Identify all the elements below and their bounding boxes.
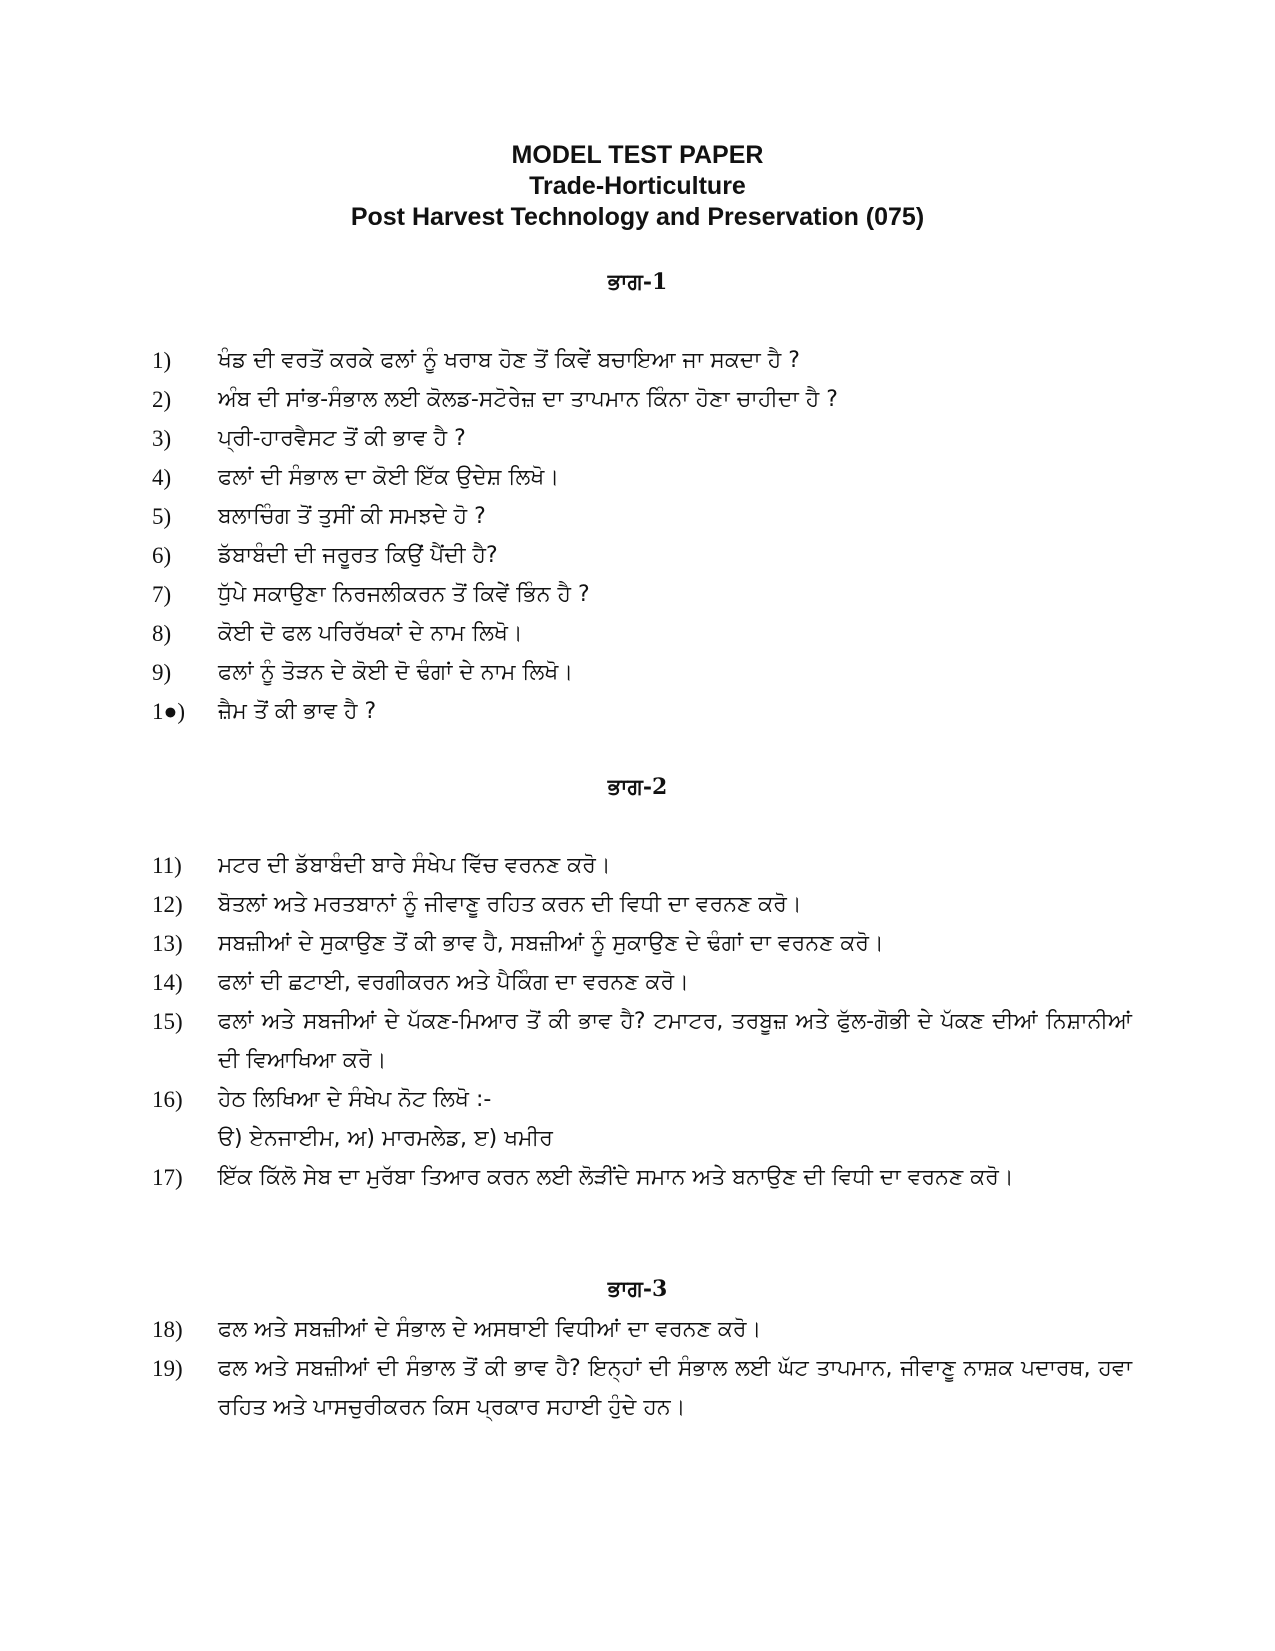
- paper-header: [0, 140, 1275, 233]
- question-number: 18): [152, 1317, 183, 1342]
- question-5: [152, 497, 1132, 536]
- question-text: ਡੱਬਾਬੰਦੀ ਦੀ ਜਰੂਰਤ ਕਿਉਂ ਪੈਂਦੀ ਹੈ?: [218, 543, 498, 568]
- question-text: ਜ਼ੈਮ ਤੋਂ ਕੀ ਭਾਵ ਹੈ ?: [218, 699, 377, 724]
- question-1: [152, 341, 1132, 380]
- question-text: ਧੁੱਪੇ ਸਕਾਉਣਾ ਨਿਰਜਲੀਕਰਨ ਤੋਂ ਕਿਵੇਂ ਭਿੰਨ ਹੈ ?: [218, 582, 590, 607]
- question-text: ਕੋਈ ਦੋ ਫਲ ਪਰਿਰੱਖਕਾਂ ਦੇ ਨਾਮ ਲਿਖੋ।: [218, 621, 523, 646]
- question-12: [152, 885, 1132, 924]
- question-text: ਫਲਾਂ ਨੂੰ ਤੋੜਨ ਦੇ ਕੋਈ ਦੋ ਢੰਗਾਂ ਦੇ ਨਾਮ ਲਿਖੋ।: [218, 660, 574, 685]
- question-subparts: ੳ) ਏਨਜਾਈਮ, ਅ) ਮਾਰਮਲੇਡ, ੲ) ਖਮੀਰ: [218, 1126, 553, 1151]
- question-number: 9): [152, 660, 172, 685]
- question-number: 7): [152, 582, 172, 607]
- section-2-title: ਭਾਗ-2: [607, 774, 668, 800]
- paper-trade: Trade-Horticulture: [529, 172, 746, 200]
- question-number: 11): [152, 853, 182, 878]
- question-17: [152, 1158, 1132, 1197]
- question-text: ਹੇਠ ਲਿਖਿਆ ਦੇ ਸੰਖੇਪ ਨੋਟ ਲਿਖੋ :-: [218, 1087, 492, 1112]
- question-8: [152, 614, 1132, 653]
- section-2-questions: [152, 846, 1132, 1197]
- question-number: 2): [152, 387, 172, 412]
- question-text: ਇੱਕ ਕਿੱਲੋ ਸੇਬ ਦਾ ਮੁਰੱਬਾ ਤਿਆਰ ਕਰਨ ਲਈ ਲੋੜੀਂਦੇ ਸਮਾਨ ਅਤੇ ਬਨਾਉਣ ਦੀ ਵਿਧੀ ਦਾ ਵਰਨਣ ਕਰੋ।: [218, 1165, 1014, 1190]
- question-14: [152, 963, 1132, 1002]
- question-13: [152, 924, 1132, 963]
- question-number: 17): [152, 1165, 183, 1190]
- question-text: ਬੋਤਲਾਂ ਅਤੇ ਮਰਤਬਾਨਾਂ ਨੂੰ ਜੀਵਾਣੂ ਰਹਿਤ ਕਰਨ ਦੀ ਵਿਧੀ ਦਾ ਵਰਨਣ ਕਰੋ।: [218, 892, 802, 917]
- question-19: [152, 1349, 1132, 1427]
- question-18: [152, 1310, 1132, 1349]
- question-text: ਫਲਾਂ ਦੀ ਸੰਭਾਲ ਦਾ ਕੋਈ ਇੱਕ ਉਦੇਸ਼ ਲਿਖੋ।: [218, 465, 560, 490]
- question-16: [152, 1080, 1132, 1158]
- question-text: ਫਲ ਅਤੇ ਸਬਜ਼ੀਆਂ ਦੇ ਸੰਭਾਲ ਦੇ ਅਸਥਾਈ ਵਿਧੀਆਂ ਦਾ ਵਰਨਣ ਕਰੋ।: [218, 1317, 762, 1342]
- question-number: 1●): [152, 699, 186, 724]
- question-10: [152, 692, 1132, 731]
- question-number: 4): [152, 465, 172, 490]
- section-3-title: ਭਾਗ-3: [607, 1276, 668, 1302]
- question-text: ਪ੍ਰੀ-ਹਾਰਵੈਸਟ ਤੋਂ ਕੀ ਭਾਵ ਹੈ ?: [218, 426, 466, 451]
- question-text: ਫਲਾਂ ਦੀ ਛਟਾਈ, ਵਰਗੀਕਰਨ ਅਤੇ ਪੈਕਿੰਗ ਦਾ ਵਰਨਣ ਕਰੋ।: [218, 970, 689, 995]
- paper-subject: Post Harvest Technology and Preservation (075): [350, 203, 925, 231]
- question-text: ਮਟਰ ਦੀ ਡੱਬਾਬੰਦੀ ਬਾਰੇ ਸੰਖੇਪ ਵਿੱਚ ਵਰਨਣ ਕਰੋ।: [218, 853, 611, 878]
- question-number: 16): [152, 1087, 183, 1112]
- question-2: [152, 380, 1132, 419]
- question-number: 19): [152, 1356, 183, 1381]
- question-text: ਫਲ ਅਤੇ ਸਬਜ਼ੀਆਂ ਦੀ ਸੰਭਾਲ ਤੋਂ ਕੀ ਭਾਵ ਹੈ? ਇਨ੍ਹਾਂ ਦੀ ਸੰਭਾਲ ਲਈ ਘੱਟ ਤਾਪਮਾਨ, ਜੀਵਾਣੂ ਨਾਸ਼ਕ ਪਦਾਰਥ, ਹਵਾ ਰਹਿਤ ਅਤੇ ਪਾਸਚੁਰੀਕਰਨ ਕਿਸ ਪ੍ਰਕਾਰ ਸਹਾਈ ਹੁੰਦੇ ਹਨ।: [218, 1356, 1132, 1420]
- question-number: 5): [152, 504, 172, 529]
- question-number: 1): [152, 348, 172, 373]
- question-number: 14): [152, 970, 183, 995]
- question-11: [152, 846, 1132, 885]
- question-text: ਸਬਜ਼ੀਆਂ ਦੇ ਸੁਕਾਉਣ ਤੋਂ ਕੀ ਭਾਵ ਹੈ, ਸਬਜ਼ੀਆਂ ਨੂੰ ਸੁਕਾਉਣ ਦੇ ਢੰਗਾਂ ਦਾ ਵਰਨਣ ਕਰੋ।: [218, 931, 884, 956]
- question-number: 12): [152, 892, 183, 917]
- question-text-group: [218, 1080, 1132, 1158]
- question-9: [152, 653, 1132, 692]
- question-text: ਫਲਾਂ ਅਤੇ ਸਬਜੀਆਂ ਦੇ ਪੱਕਣ-ਮਿਆਰ ਤੋਂ ਕੀ ਭਾਵ ਹੈ? ਟਮਾਟਰ, ਤਰਬੂਜ਼ ਅਤੇ ਫੁੱਲ-ਗੋਭੀ ਦੇ ਪੱਕਣ ਦੀਆਂ ਨਿਸ਼ਾਨੀਆਂ ਦੀ ਵਿਆਖਿਆ ਕਰੋ।: [218, 1009, 1132, 1073]
- question-4: [152, 458, 1132, 497]
- question-3: [152, 419, 1132, 458]
- question-text: ਅੰਬ ਦੀ ਸਾਂਭ-ਸੰਭਾਲ ਲਈ ਕੋਲਡ-ਸਟੋਰੇਜ਼ ਦਾ ਤਾਪਮਾਨ ਕਿੰਨਾ ਹੋਣਾ ਚਾਹੀਦਾ ਹੈ ?: [218, 387, 838, 412]
- question-number: 13): [152, 931, 183, 956]
- question-number: 15): [152, 1009, 183, 1034]
- question-15: [152, 1002, 1132, 1080]
- question-text: ਬਲਾਚਿੰਗ ਤੋਂ ਤੁਸੀਂ ਕੀ ਸਮਝਦੇ ਹੋ ?: [218, 504, 486, 529]
- question-number: 8): [152, 621, 172, 646]
- question-number: 6): [152, 543, 172, 568]
- section-1-questions: [152, 341, 1132, 731]
- question-6: [152, 536, 1132, 575]
- section-1-title: ਭਾਗ-1: [607, 269, 668, 295]
- paper-title: MODEL TEST PAPER: [511, 141, 764, 169]
- question-text: ਖੰਡ ਦੀ ਵਰਤੋਂ ਕਰਕੇ ਫਲਾਂ ਨੂੰ ਖਰਾਬ ਹੋਣ ਤੋਂ ਕਿਵੇਂ ਬਚਾਇਆ ਜਾ ਸਕਦਾ ਹੈ ?: [218, 348, 800, 373]
- question-7: [152, 575, 1132, 614]
- question-number: 3): [152, 426, 172, 451]
- section-3-questions: [152, 1310, 1132, 1427]
